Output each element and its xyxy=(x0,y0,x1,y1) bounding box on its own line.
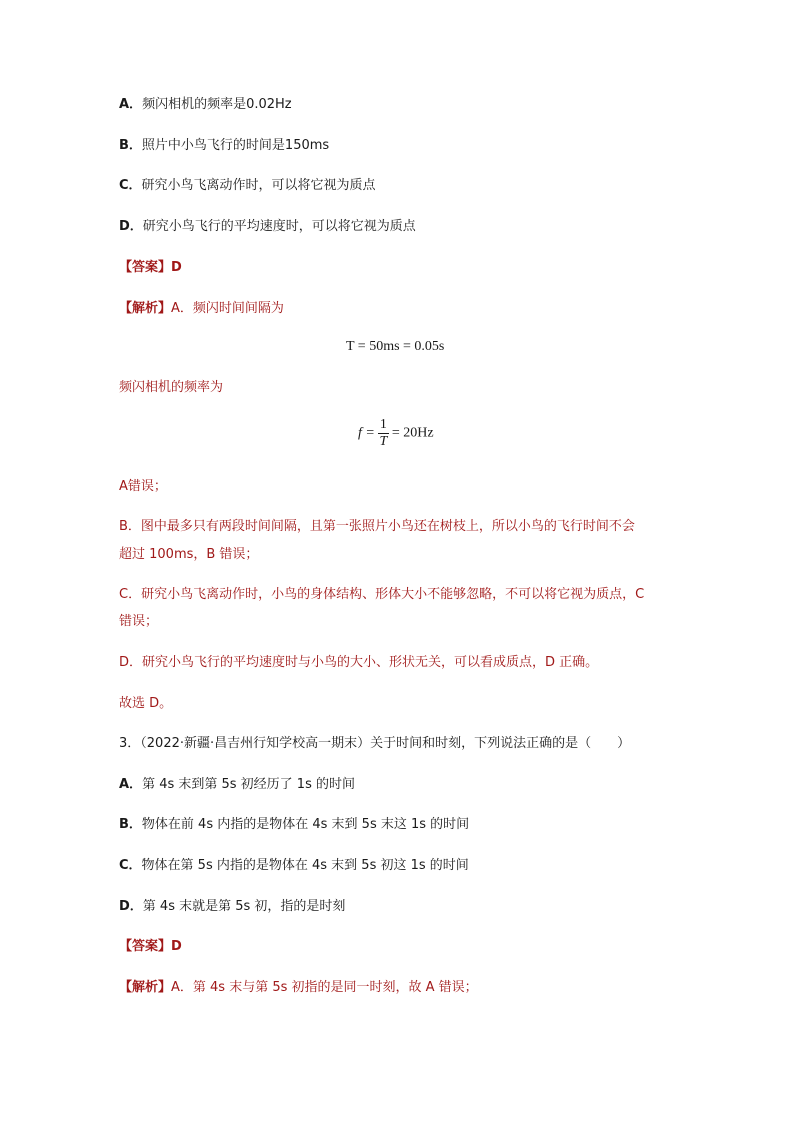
q2-b-explain-1: B．图中最多只有两段时间间隔，且第一张照片小鸟还在树枝上，所以小鸟的飞行时间不会 xyxy=(119,519,635,534)
answer-label: 【答案】 xyxy=(119,260,172,275)
q2-a-wrong: A错误； xyxy=(119,479,167,494)
fraction-denominator: T xyxy=(379,434,388,449)
option-text: 第 4s 末就是第 5s 初，指的是时刻 xyxy=(142,899,346,914)
option-letter: D． xyxy=(119,899,143,914)
option-text: 照片中小鸟飞行的时间是150ms xyxy=(141,138,330,153)
q2-c-explain-2: 错误； xyxy=(119,614,159,629)
q2-analysis-intro xyxy=(119,300,284,318)
analysis-label: 【解析】 xyxy=(119,980,172,995)
option-letter: B． xyxy=(119,817,142,832)
q2-c-explain-1: C．研究小鸟飞离动作时，小鸟的身体结构、形体大小不能够忽略，不可以将它视为质点，C xyxy=(119,587,645,602)
formula-period-text: T = 50ms = 0.05s xyxy=(346,339,445,354)
q3-option-a xyxy=(119,776,355,794)
q3-option-c xyxy=(119,857,469,875)
option-text: 第 4s 末到第 5s 初经历了 1s 的时间 xyxy=(142,777,355,792)
q2-option-a xyxy=(119,96,292,114)
q3-answer xyxy=(119,938,182,956)
option-text: 物体在前 4s 内指的是物体在 4s 末到 5s 末这 1s 的时间 xyxy=(141,817,470,832)
q3-option-b xyxy=(119,816,469,834)
q3-option-d xyxy=(119,898,345,916)
analysis-label: 【解析】 xyxy=(119,301,172,316)
option-text: 研究小鸟飞行的平均速度时，可以将它视为质点 xyxy=(142,219,416,234)
option-letter: C． xyxy=(119,858,142,873)
option-letter: C． xyxy=(119,178,142,193)
option-letter: A． xyxy=(119,97,143,112)
analysis-a-intro: A．频闪时间间隔为 xyxy=(171,301,284,316)
q3-analysis xyxy=(119,979,478,997)
q2-choose: 故选 D。 xyxy=(119,696,173,711)
analysis-a: A．第 4s 末与第 5s 初指的是同一时刻，故 A 错误； xyxy=(171,980,478,995)
q2-option-b xyxy=(119,137,329,155)
option-letter: B． xyxy=(119,138,142,153)
option-text: 物体在第 5s 内指的是物体在 4s 末到 5s 初这 1s 的时间 xyxy=(141,858,469,873)
option-letter: A． xyxy=(119,777,143,792)
fraction-numerator: 1 xyxy=(379,417,387,432)
option-letter: D． xyxy=(119,219,143,234)
q3-stem: 3．（2022·新疆·昌吉州行知学校高一期末）关于时间和时刻，下列说法正确的是（ ） xyxy=(119,736,631,751)
q2-d-explain: D．研究小鸟飞行的平均速度时与小鸟的大小、形状无关，可以看成质点，D 正确。 xyxy=(119,655,599,670)
q2-option-c xyxy=(119,177,376,195)
fraction xyxy=(378,417,389,450)
formula-lhs: f = xyxy=(358,425,375,441)
option-text: 频闪相机的频率是0.02Hz xyxy=(142,97,292,112)
formula-frequency xyxy=(358,417,434,450)
formula-period xyxy=(346,339,444,355)
q2-b-explain-2: 超过 100ms，B 错误； xyxy=(119,547,259,562)
answer-label: 【答案】 xyxy=(119,939,172,954)
q2-answer xyxy=(119,259,182,277)
answer-value: D xyxy=(171,939,182,954)
formula-rhs: = 20Hz xyxy=(391,425,434,441)
answer-value: D xyxy=(171,260,182,275)
q2-freq-line: 频闪相机的频率为 xyxy=(119,380,224,395)
q2-option-d xyxy=(119,218,416,236)
option-text: 研究小鸟飞离动作时，可以将它视为质点 xyxy=(141,178,376,193)
